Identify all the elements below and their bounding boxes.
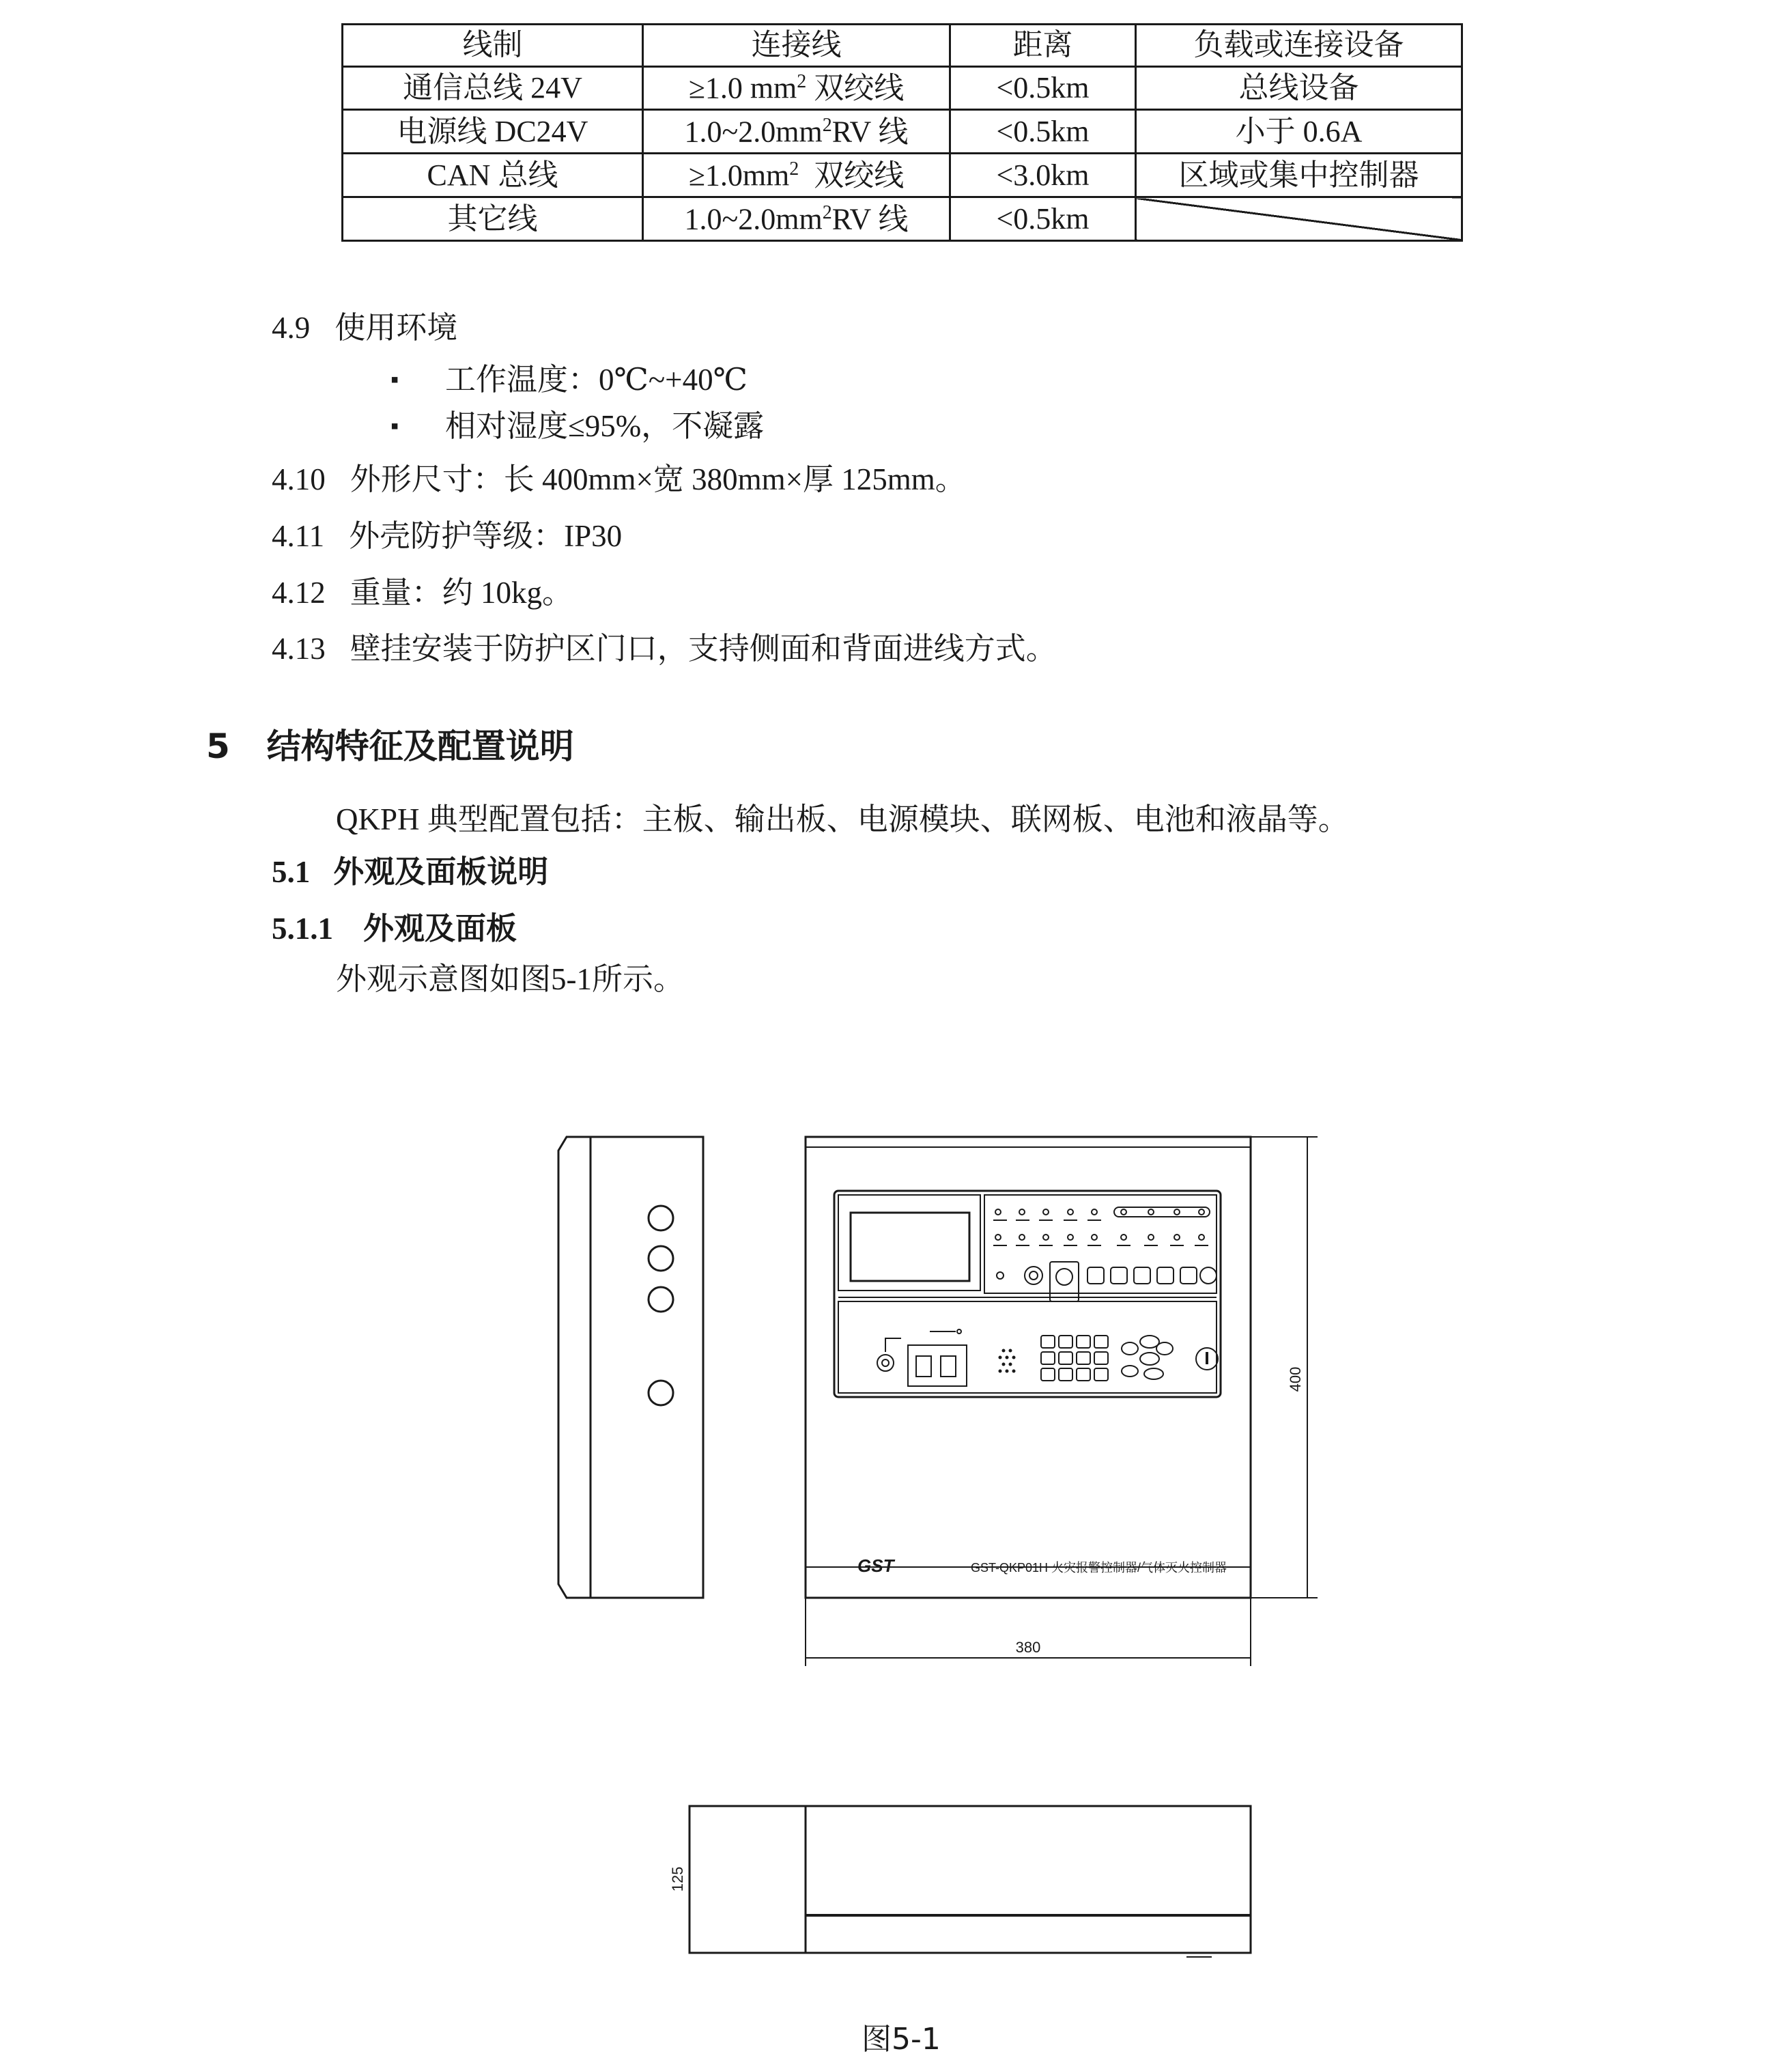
section-title: 使用环境	[335, 311, 458, 345]
intro-paragraph: QKPH 典型配置包括：主板、输出板、电源模块、联网板、电池和液晶等。	[336, 802, 1349, 836]
height-dimension-label: 400	[1287, 1366, 1304, 1392]
depth-dimension	[669, 1806, 689, 1953]
keypad	[1041, 1336, 1173, 1381]
table-cell-wire: $1.0\sim 2.0mm^2RV$ 线	[643, 197, 950, 241]
side-view	[558, 1137, 703, 1598]
height-dimension	[1251, 1137, 1318, 1598]
section-number: 4.11	[272, 519, 325, 553]
table-header-cell: 距离	[950, 25, 1136, 67]
heading-title: 外观及面板说明	[333, 855, 549, 889]
section-number: 4.9	[272, 311, 311, 345]
bullet-item: 工作温度：0℃~+40℃	[445, 363, 748, 397]
section-text: 外形尺寸：长 400mm×宽 380mm×厚 125mm。	[350, 462, 966, 496]
table-header-cell: 负载或连接设备	[1136, 25, 1462, 67]
table-cell-type: 电源线 DC24V	[343, 110, 643, 154]
knockout-hole	[649, 1381, 673, 1405]
heading-number: 5	[206, 727, 230, 766]
key-switch	[877, 1355, 894, 1371]
table-cell-type: 通信总线 24V	[343, 66, 643, 110]
heading-number: 5.1	[272, 855, 311, 889]
table-cell-wire: $1.0\sim 2.0mm^2RV$ 线	[643, 110, 950, 154]
bullet-item: 相对湿度≤95%，不凝露	[445, 409, 765, 443]
section-text: 重量：约 10kg。	[350, 576, 573, 610]
figure-caption: 图5-1	[862, 2022, 941, 2057]
heading-title: 外观及面板	[363, 912, 517, 946]
table-cell-distance: <0.5km	[950, 66, 1136, 110]
brand-logo: GST	[857, 1555, 894, 1576]
table-cell-type: 其它线	[343, 197, 643, 241]
section-number: 4.10	[272, 462, 326, 496]
section-number: 4.12	[272, 576, 326, 610]
knockout-hole	[649, 1206, 673, 1230]
heading-number: 5.1.1	[272, 912, 333, 946]
table-cell-load: 区域或集中控制器	[1136, 154, 1462, 197]
table-cell-type: CAN 总线	[343, 154, 643, 197]
table-cell-distance: <3.0km	[950, 154, 1136, 197]
front-view	[806, 1137, 1251, 1598]
width-dimension	[806, 1598, 1251, 1666]
table-cell-load: 总线设备	[1136, 66, 1462, 110]
table-cell-distance: <0.5km	[950, 110, 1136, 154]
bullet-icon: ▪	[390, 367, 399, 393]
table-header-cell: 线制	[343, 25, 643, 67]
table-cell-distance: <0.5km	[950, 197, 1136, 241]
table-cell-load: 小于 0.6A	[1136, 110, 1462, 154]
model-label: GST-QKP01H 火灾报警控制器/气体灭火控制器	[971, 1561, 1227, 1575]
table-cell-wire: $\ge 1.0mm^2$ 双绞线	[643, 154, 950, 197]
heading-title: 结构特征及配置说明	[266, 727, 574, 766]
table-cell-wire: ≥1.0 $mm^2$ 双绞线	[643, 66, 950, 110]
section-number: 4.13	[272, 632, 326, 666]
bottom-view	[689, 1806, 1251, 1957]
table-header-cell: 连接线	[643, 25, 950, 67]
speaker-grille	[999, 1349, 1016, 1373]
depth-dimension-label: 125	[669, 1866, 686, 1892]
lower-panel	[877, 1329, 1218, 1386]
knockout-hole	[649, 1246, 673, 1271]
width-dimension-label: 380	[1015, 1639, 1041, 1656]
bullet-icon: ▪	[390, 414, 399, 439]
figure-reference-paragraph: 外观示意图如图5-1所示。	[336, 962, 684, 996]
section-text: 壁挂安装于防护区门口，支持侧面和背面进线方式。	[350, 632, 1057, 666]
indicator-leds	[993, 1207, 1210, 1245]
function-keys	[997, 1262, 1217, 1301]
knockout-hole	[649, 1287, 673, 1312]
section-text: 外壳防护等级：IP30	[349, 519, 623, 553]
lcd-screen	[851, 1213, 969, 1281]
